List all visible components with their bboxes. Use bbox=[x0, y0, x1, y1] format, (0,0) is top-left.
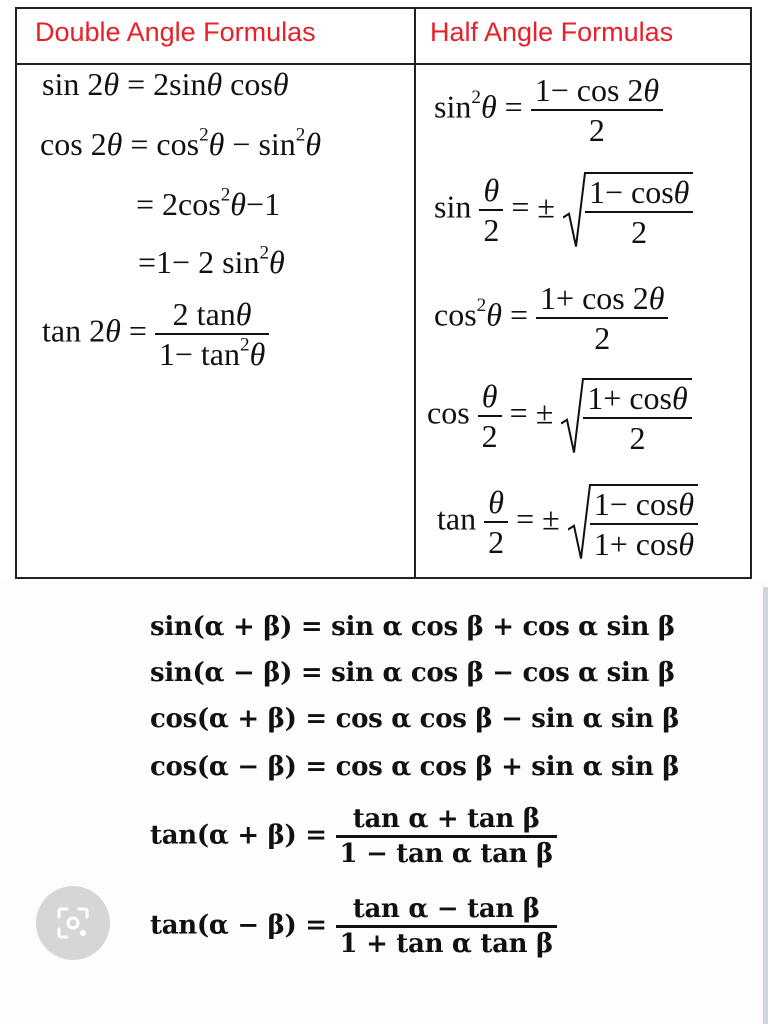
sin-double-formula: sin 2θ = 2sinθ cosθ bbox=[42, 66, 289, 102]
sin-squared-formula: $\sin^2\theta$ = $\frac{1- \cos 2\theta}{2}$ bbox=[434, 74, 663, 146]
tan-double-fraction: $\frac{2 \tan\theta}{1- \tan^2\theta}$ bbox=[155, 298, 269, 370]
tan-difference-formula: tan(α − β) = $\frac{\text{tan α − tan β}}{\text{1 + tan α tan β}}$ bbox=[150, 896, 557, 957]
sin-sum-formula: sin(α + β) = sin α cos β + cos α sin β bbox=[150, 612, 675, 642]
tan-half-formula: tan $\frac{\theta}{2}$ = ± $\frac{1- \cos\theta}{1+ \cos\theta}$ bbox=[437, 484, 698, 560]
cos-double-alt2: =1− 2 $\sin^2\theta$ bbox=[138, 242, 285, 280]
header-divider bbox=[17, 63, 750, 65]
cos-double-formula: $\cos 2\theta = \cos^2\theta - \sin^2\theta$ bbox=[40, 124, 322, 162]
double-angle-header: Double Angle Formulas bbox=[35, 17, 316, 47]
lens-glyph-icon bbox=[56, 906, 90, 940]
sin-difference-formula: sin(α − β) = sin α cos β − cos α sin β bbox=[150, 658, 675, 688]
scrollbar-strip bbox=[763, 587, 768, 1024]
cos-double-alt1: = $2\cos^2\theta-1$ bbox=[136, 184, 281, 222]
tan-double-formula: tan 2θ = $\frac{2 \tan\theta}{1- \tan^2\theta}$ bbox=[42, 298, 269, 370]
lens-search-icon[interactable] bbox=[36, 886, 110, 960]
tan-sum-formula: tan(α + β) = $\frac{\text{tan α + tan β}}{\text{1 − tan α tan β}}$ bbox=[150, 806, 557, 867]
cos-sum-formula: cos(α + β) = cos α cos β − sin α sin β bbox=[150, 704, 680, 734]
cos-squared-formula: $\cos^2\theta$ = $\frac{1+ \cos 2\theta}{2}$ bbox=[434, 282, 668, 354]
half-angle-header: Half Angle Formulas bbox=[430, 17, 674, 47]
sin-half-formula: sin $\frac{\theta}{2}$ = ± $\frac{1- \cos\theta}{2}$ bbox=[434, 172, 693, 248]
cos-half-formula: cos $\frac{\theta}{2}$ = ± $\frac{1+ \cos\theta}{2}$ bbox=[427, 378, 692, 454]
column-divider bbox=[414, 9, 416, 577]
cos-difference-formula: cos(α − β) = cos α cos β + sin α sin β bbox=[150, 752, 680, 782]
